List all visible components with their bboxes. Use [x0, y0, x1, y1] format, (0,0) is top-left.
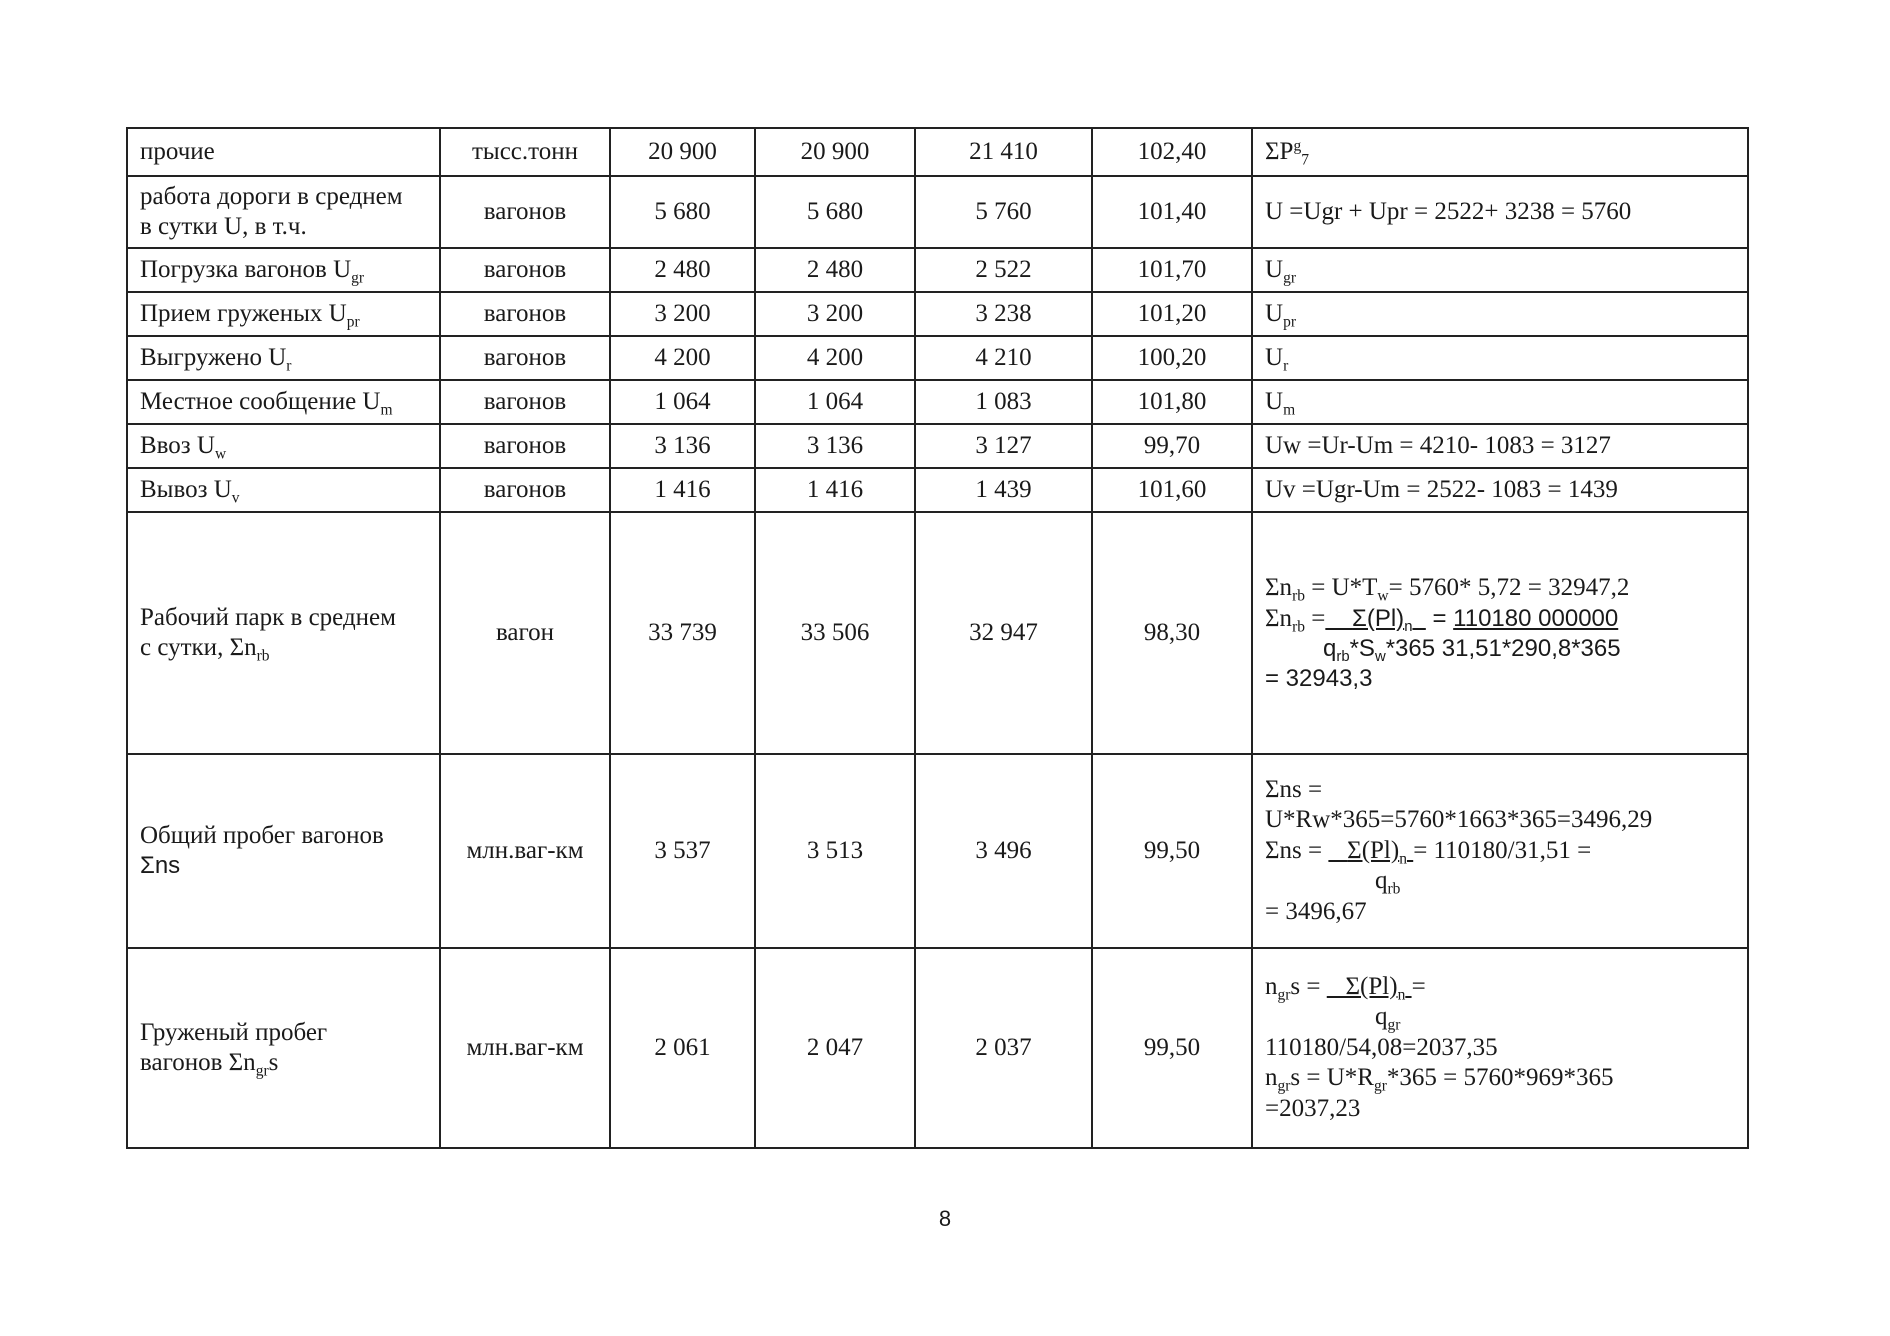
cell-value-2: 2 480 — [755, 248, 915, 292]
cell-percent: 101,70 — [1092, 248, 1252, 292]
cell-unit: вагонов — [440, 248, 610, 292]
cell-value-1: 2 480 — [610, 248, 755, 292]
cell-name: Выгружено $U_r$ — [127, 336, 440, 380]
cell-percent: 100,20 — [1092, 336, 1252, 380]
cell-value-3: 2 522 — [915, 248, 1092, 292]
cell-value-1: 33 739 — [610, 512, 755, 754]
cell-percent: 101,80 — [1092, 380, 1252, 424]
table-row — [127, 248, 1748, 292]
cell-value-2: 1 416 — [755, 468, 915, 512]
cell-percent: 101,60 — [1092, 468, 1252, 512]
cell-unit: вагонов — [440, 424, 610, 468]
cell-name: Ввоз $U_w$ — [127, 424, 440, 468]
cell-value-2: 33 506 — [755, 512, 915, 754]
cell-formula: U =Ugr + Upr = 2522+ 3238 = 5760 — [1252, 176, 1748, 248]
table-row — [127, 424, 1748, 468]
cell-percent: 98,30 — [1092, 512, 1252, 754]
cell-value-3: 21 410 — [915, 128, 1092, 176]
cell-value-3: 2 037 — [915, 948, 1092, 1148]
cell-value-3: 3 496 — [915, 754, 1092, 948]
cell-formula: $\Sigma n_{rb} = U*T_w= 5760*$ 5,72 = 32947,2 $\Sigma n_{rb}$ = $\Sigma(Pl)_n = 110180$ 000000 $q_{rb}*S_w*365$ 31,51*290,8*365 = 32943,3 — [1252, 512, 1748, 754]
cell-value-2: 20 900 — [755, 128, 915, 176]
cell-unit: вагон — [440, 512, 610, 754]
cell-formula: $U_{gr}$ — [1252, 248, 1748, 292]
cell-name: Общий пробег вагонов Σns — [127, 754, 440, 948]
cell-value-1: 3 537 — [610, 754, 755, 948]
cell-name: Рабочий парк в среднем с сутки, $\Sigma n_{rb}$ — [127, 512, 440, 754]
table-row — [127, 948, 1748, 1148]
cell-value-2: 3 136 — [755, 424, 915, 468]
cell-value-2: 4 200 — [755, 336, 915, 380]
cell-value-3: 4 210 — [915, 336, 1092, 380]
cell-name: Местное сообщение $U_m$ — [127, 380, 440, 424]
cell-percent: 99,70 — [1092, 424, 1252, 468]
cell-percent: 101,20 — [1092, 292, 1252, 336]
cell-value-1: 3 200 — [610, 292, 755, 336]
table-row — [127, 468, 1748, 512]
cell-name: Вывоз $U_v$ — [127, 468, 440, 512]
cell-value-2: 5 680 — [755, 176, 915, 248]
cell-value-1: 5 680 — [610, 176, 755, 248]
cell-unit: млн.ваг-км — [440, 948, 610, 1148]
table-row — [127, 512, 1748, 754]
cell-name: Погрузка вагонов $U_{gr}$ — [127, 248, 440, 292]
cell-formula: $U_r$ — [1252, 336, 1748, 380]
cell-unit: тысс.тонн — [440, 128, 610, 176]
cell-value-2: 2 047 — [755, 948, 915, 1148]
cell-formula: $U_m$ — [1252, 380, 1748, 424]
table-row — [127, 336, 1748, 380]
table-row — [127, 292, 1748, 336]
cell-value-1: 2 061 — [610, 948, 755, 1148]
cell-percent: 101,40 — [1092, 176, 1252, 248]
table-row — [127, 754, 1748, 948]
cell-formula: $n_{gr}s$ = $\Sigma(Pl)_n$ = $q_{gr}$ 110180/54,08=2037,35 $n_{gr}s = U*R_{gr}*365 = 5760*969*365$ =2037,23 — [1252, 948, 1748, 1148]
cell-value-3: 5 760 — [915, 176, 1092, 248]
cell-value-1: 20 900 — [610, 128, 755, 176]
cell-formula: Uw =Ur-Um = 4210- 1083 = 3127 — [1252, 424, 1748, 468]
cell-formula: Σns = U*Rw*365=5760*1663*365=3496,29 Σns = $\Sigma(Pl)_n = 110180/31,51$ = $q_{rb}$ = 3496,67 — [1252, 754, 1748, 948]
cell-unit: вагонов — [440, 380, 610, 424]
cell-value-1: 1 064 — [610, 380, 755, 424]
indicators-table — [126, 127, 1749, 1149]
table-row — [127, 128, 1748, 176]
cell-value-1: 4 200 — [610, 336, 755, 380]
cell-formula: $U_{pr}$ — [1252, 292, 1748, 336]
cell-value-3: 1 439 — [915, 468, 1092, 512]
cell-value-2: 3 200 — [755, 292, 915, 336]
cell-unit: вагонов — [440, 292, 610, 336]
cell-formula: $\Sigma P^g_7$ — [1252, 128, 1748, 176]
cell-percent: 99,50 — [1092, 948, 1252, 1148]
table-row — [127, 380, 1748, 424]
cell-percent: 99,50 — [1092, 754, 1252, 948]
cell-name: Груженый пробег вагонов $\Sigma n_{gr}s$ — [127, 948, 440, 1148]
table-row — [127, 176, 1748, 248]
page-number: 8 — [938, 1206, 952, 1231]
cell-value-2: 3 513 — [755, 754, 915, 948]
cell-value-3: 1 083 — [915, 380, 1092, 424]
cell-value-1: 3 136 — [610, 424, 755, 468]
cell-value-2: 1 064 — [755, 380, 915, 424]
cell-value-3: 3 127 — [915, 424, 1092, 468]
cell-value-3: 3 238 — [915, 292, 1092, 336]
cell-formula: Uv =Ugr-Um = 2522- 1083 = 1439 — [1252, 468, 1748, 512]
cell-name: прочие — [127, 128, 440, 176]
cell-unit: млн.ваг-км — [440, 754, 610, 948]
cell-unit: вагонов — [440, 176, 610, 248]
cell-name: Прием груженых $U_{pr}$ — [127, 292, 440, 336]
cell-value-3: 32 947 — [915, 512, 1092, 754]
cell-value-1: 1 416 — [610, 468, 755, 512]
cell-unit: вагонов — [440, 468, 610, 512]
cell-name: работа дороги в среднем в сутки U, в т.ч. — [127, 176, 440, 248]
cell-unit: вагонов — [440, 336, 610, 380]
cell-percent: 102,40 — [1092, 128, 1252, 176]
